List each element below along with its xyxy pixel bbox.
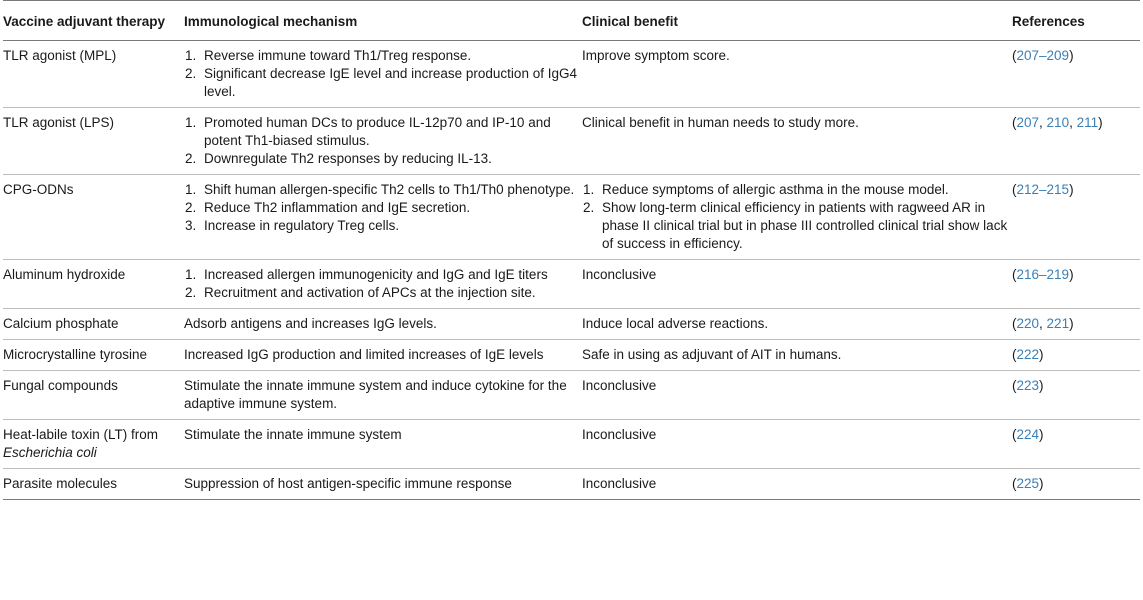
- cell-references: [1012, 41, 1140, 108]
- benefit-text: Inconclusive: [582, 267, 657, 282]
- paren-close: ): [1039, 476, 1044, 491]
- cell-benefit: [582, 371, 1012, 420]
- mechanism-list: [184, 47, 578, 101]
- cell-mechanism: [184, 175, 582, 260]
- benefit-text: Safe in using as adjuvant of AIT in humans.: [582, 347, 842, 362]
- paren-open: (: [1012, 427, 1017, 442]
- paren-open: (: [1012, 115, 1017, 130]
- table-row: [3, 175, 1140, 260]
- reference-link[interactable]: 210: [1046, 115, 1070, 130]
- item-number: 1.: [185, 48, 197, 63]
- paren-open: (: [1012, 182, 1017, 197]
- item-text: Recruitment and activation of APCs at the injection site.: [204, 285, 536, 300]
- reference-link[interactable]: 207: [1016, 115, 1040, 130]
- mechanism-text: Suppression of host antigen-specific immune response: [184, 476, 512, 491]
- cell-mechanism: [184, 108, 582, 175]
- table-row: [3, 469, 1140, 500]
- cell-therapy: [3, 175, 184, 260]
- therapy-name: Fungal compounds: [3, 378, 118, 393]
- therapy-name: Parasite molecules: [3, 476, 118, 491]
- cell-therapy: [3, 371, 184, 420]
- paren-close: ): [1069, 182, 1074, 197]
- item-text: Reduce Th2 inflammation and IgE secretion.: [204, 200, 471, 215]
- list-item: [184, 266, 578, 284]
- cell-mechanism: [184, 41, 582, 108]
- table-row: [3, 340, 1140, 371]
- table-row: [3, 41, 1140, 108]
- item-number: 3.: [185, 218, 197, 233]
- table-header: [3, 1, 1140, 41]
- cell-references: [1012, 309, 1140, 340]
- item-text: Increased allergen immunogenicity and IgG and IgE titers: [204, 267, 548, 282]
- cell-benefit: [582, 41, 1012, 108]
- header-therapy: Vaccine adjuvant therapy: [3, 1, 184, 41]
- cell-therapy: [3, 420, 184, 469]
- therapy-name: Microcrystalline tyrosine: [3, 347, 148, 362]
- item-number: 2.: [185, 151, 197, 166]
- mechanism-text: Increased IgG production and limited increases of IgE levels: [184, 347, 544, 362]
- cell-references: [1012, 420, 1140, 469]
- cell-therapy: [3, 41, 184, 108]
- reference-link[interactable]: 222: [1016, 347, 1040, 362]
- list-item: [582, 199, 1008, 253]
- item-number: 2.: [185, 200, 197, 215]
- cell-mechanism: [184, 340, 582, 371]
- list-item: [184, 217, 578, 235]
- item-number: 1.: [185, 115, 197, 130]
- item-number: 1.: [185, 267, 197, 282]
- item-text: Reduce symptoms of allergic asthma in the mouse model.: [602, 182, 949, 197]
- benefit-text: Improve symptom score.: [582, 48, 730, 63]
- cell-references: [1012, 260, 1140, 309]
- list-item: [184, 181, 578, 199]
- paren-close: ): [1039, 347, 1044, 362]
- paren-close: ): [1069, 267, 1074, 282]
- cell-therapy: [3, 469, 184, 500]
- paren-close: ): [1039, 378, 1044, 393]
- benefit-text: Clinical benefit in human needs to study more.: [582, 115, 859, 130]
- item-text: Show long-term clinical efficiency in patients with ragweed AR in phase II clinical trial but in phase III controlled clinical trial show lack of success in efficiency.: [602, 200, 1008, 251]
- ref-separator: ,: [1069, 115, 1077, 130]
- list-item: [582, 181, 1008, 199]
- reference-link[interactable]: 207–209: [1016, 48, 1070, 63]
- benefit-text: Induce local adverse reactions.: [582, 316, 769, 331]
- cell-references: [1012, 371, 1140, 420]
- paren-close: ): [1039, 427, 1044, 442]
- paren-open: (: [1012, 267, 1017, 282]
- reference-link[interactable]: 211: [1076, 115, 1099, 130]
- table-row: [3, 108, 1140, 175]
- mechanism-list: [184, 266, 578, 302]
- item-number: 2.: [583, 200, 595, 215]
- header-references: References: [1012, 1, 1140, 41]
- reference-link[interactable]: 225: [1016, 476, 1040, 491]
- therapy-name: Aluminum hydroxide: [3, 267, 126, 282]
- list-item: [184, 47, 578, 65]
- paren-close: ): [1098, 115, 1103, 130]
- cell-benefit: [582, 108, 1012, 175]
- cell-mechanism: [184, 469, 582, 500]
- reference-link[interactable]: 224: [1016, 427, 1040, 442]
- cell-benefit: [582, 340, 1012, 371]
- reference-link[interactable]: 212–215: [1016, 182, 1070, 197]
- table-row: [3, 420, 1140, 469]
- paren-close: ): [1069, 48, 1074, 63]
- cell-therapy: [3, 340, 184, 371]
- benefit-text: Inconclusive: [582, 476, 657, 491]
- table-row: [3, 371, 1140, 420]
- item-number: 2.: [185, 285, 197, 300]
- item-number: 1.: [583, 182, 595, 197]
- list-item: [184, 284, 578, 302]
- mechanism-text: Stimulate the innate immune system and induce cytokine for the adaptive immune system.: [184, 378, 567, 411]
- item-number: 2.: [185, 66, 197, 81]
- benefit-list: [582, 181, 1008, 253]
- item-text: Downregulate Th2 responses by reducing IL-13.: [204, 151, 492, 166]
- table-row: [3, 309, 1140, 340]
- cell-references: [1012, 469, 1140, 500]
- item-text: Increase in regulatory Treg cells.: [204, 218, 400, 233]
- mechanism-list: [184, 114, 578, 168]
- cell-mechanism: [184, 260, 582, 309]
- cell-mechanism: [184, 371, 582, 420]
- reference-link[interactable]: 221: [1046, 316, 1070, 331]
- list-item: [184, 114, 578, 150]
- cell-benefit: [582, 469, 1012, 500]
- item-text: Promoted human DCs to produce IL-12p70 and IP-10 and potent Th1-biased stimulus.: [204, 115, 551, 148]
- mechanism-text: Adsorb antigens and increases IgG levels.: [184, 316, 437, 331]
- header-mechanism: Immunological mechanism: [184, 1, 582, 41]
- item-text: Reverse immune toward Th1/Treg response.: [204, 48, 472, 63]
- adjuvant-table-wrapper: [3, 0, 1140, 500]
- cell-references: [1012, 340, 1140, 371]
- list-item: [184, 65, 578, 101]
- therapy-name-italic: Escherichia coli: [3, 445, 97, 460]
- reference-link[interactable]: 223: [1016, 378, 1040, 393]
- header-row: [3, 1, 1140, 41]
- benefit-text: Inconclusive: [582, 427, 657, 442]
- paren-open: (: [1012, 476, 1017, 491]
- cell-therapy: [3, 260, 184, 309]
- therapy-name: TLR agonist (LPS): [3, 115, 115, 130]
- cell-mechanism: [184, 420, 582, 469]
- paren-open: (: [1012, 316, 1017, 331]
- reference-link[interactable]: 220: [1016, 316, 1040, 331]
- therapy-name: Calcium phosphate: [3, 316, 119, 331]
- mechanism-text: Stimulate the innate immune system: [184, 427, 402, 442]
- cell-benefit: [582, 309, 1012, 340]
- paren-open: (: [1012, 347, 1017, 362]
- paren-open: (: [1012, 378, 1017, 393]
- table-row: [3, 260, 1140, 309]
- header-benefit: Clinical benefit: [582, 1, 1012, 41]
- vaccine-adjuvant-table: [3, 0, 1140, 500]
- therapy-name: Heat-labile toxin (LT) from: [3, 427, 159, 442]
- benefit-text: Inconclusive: [582, 378, 657, 393]
- cell-therapy: [3, 108, 184, 175]
- cell-mechanism: [184, 309, 582, 340]
- cell-references: [1012, 175, 1140, 260]
- list-item: [184, 150, 578, 168]
- cell-benefit: [582, 420, 1012, 469]
- therapy-name: CPG-ODNs: [3, 182, 74, 197]
- item-text: Shift human allergen-specific Th2 cells to Th1/Th0 phenotype.: [204, 182, 575, 197]
- ref-separator: ,: [1039, 115, 1047, 130]
- cell-references: [1012, 108, 1140, 175]
- item-text: Significant decrease IgE level and increase production of IgG4 level.: [204, 66, 577, 99]
- cell-benefit: [582, 175, 1012, 260]
- mechanism-list: [184, 181, 578, 235]
- paren-close: ): [1069, 316, 1074, 331]
- table-body: [3, 41, 1140, 500]
- paren-open: (: [1012, 48, 1017, 63]
- therapy-name: TLR agonist (MPL): [3, 48, 117, 63]
- cell-therapy: [3, 309, 184, 340]
- cell-benefit: [582, 260, 1012, 309]
- item-number: 1.: [185, 182, 197, 197]
- list-item: [184, 199, 578, 217]
- ref-separator: ,: [1039, 316, 1047, 331]
- reference-link[interactable]: 216–219: [1016, 267, 1070, 282]
